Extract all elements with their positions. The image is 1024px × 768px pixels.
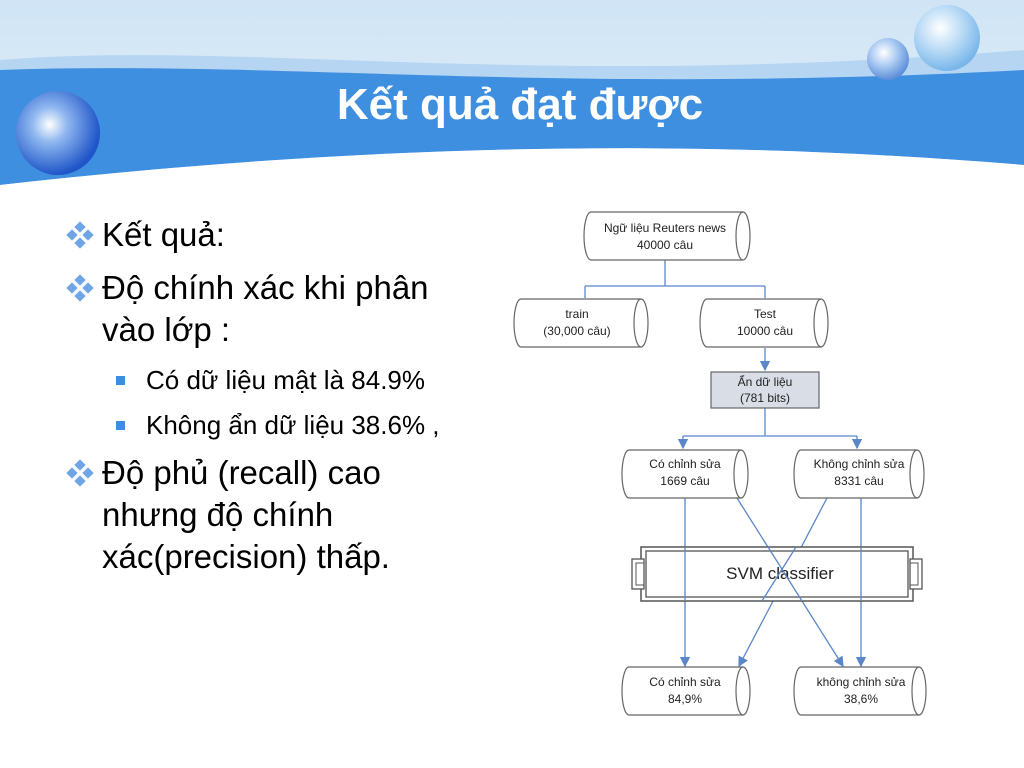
result-edited-label: Có chỉnh sửa <box>649 675 721 689</box>
node-train <box>514 299 648 347</box>
node-result-edited <box>622 667 750 715</box>
orb-small-right <box>867 38 909 80</box>
svm-label: SVM classifier <box>726 564 834 583</box>
connector-hide-split <box>683 408 857 436</box>
result-unedited-value: 38,6% <box>843 692 879 706</box>
result-unedited-label: không chỉnh sửa <box>816 675 906 689</box>
unedited-label: Không chỉnh sửa <box>813 457 905 471</box>
sub-bullet-text: Có dữ liệu mật là 84.9% <box>146 365 425 395</box>
edited-label: Có chỉnh sửa <box>649 457 721 471</box>
connector-corpus-split <box>585 260 765 298</box>
node-result-unedited <box>794 667 926 715</box>
edited-count: 1669 câu <box>660 474 710 488</box>
diamond-bullet-icon <box>64 459 96 487</box>
sub-bullet-text: Không ẩn dữ liệu 38.6% , <box>146 410 440 440</box>
node-hide-data <box>711 372 819 408</box>
sub-bullet-item <box>64 362 464 399</box>
bullet-item <box>64 267 464 351</box>
node-edited <box>622 450 748 498</box>
bullet-text: Độ phủ (recall) cao nhưng độ chính xác(precision) thấp. <box>102 454 390 575</box>
corpus-label: Ngữ liệu Reuters news <box>603 221 727 235</box>
diamond-bullet-icon <box>64 221 96 249</box>
node-corpus <box>584 212 750 260</box>
hide-bits: (781 bits) <box>739 391 791 405</box>
unedited-count: 8331 câu <box>834 474 884 488</box>
corpus-count: 40000 câu <box>636 238 694 252</box>
test-count: 10000 câu <box>736 324 794 338</box>
train-count: (30,000 câu) <box>543 324 611 338</box>
bullet-item <box>64 214 464 256</box>
node-unedited <box>794 450 924 498</box>
square-bullet-icon <box>116 421 125 430</box>
sub-bullet-item <box>64 407 464 444</box>
square-bullet-icon <box>116 376 125 385</box>
bullet-text: Độ chính xác khi phân vào lớp : <box>102 269 429 348</box>
hide-label: Ẩn dữ liệu <box>737 375 793 389</box>
node-svm-classifier <box>632 547 922 601</box>
orb-medium-right <box>914 5 980 71</box>
bullet-text: Kết quả: <box>102 216 225 253</box>
result-edited-value: 84,9% <box>667 692 703 706</box>
slide-title: Kết quả đạt được <box>336 80 704 129</box>
flow-diagram <box>505 200 945 730</box>
test-label: Test <box>753 307 777 321</box>
node-test <box>700 299 828 347</box>
train-label: train <box>565 307 589 321</box>
diamond-bullet-icon <box>64 274 96 302</box>
bullet-item <box>64 452 464 578</box>
bullet-list <box>64 214 464 589</box>
